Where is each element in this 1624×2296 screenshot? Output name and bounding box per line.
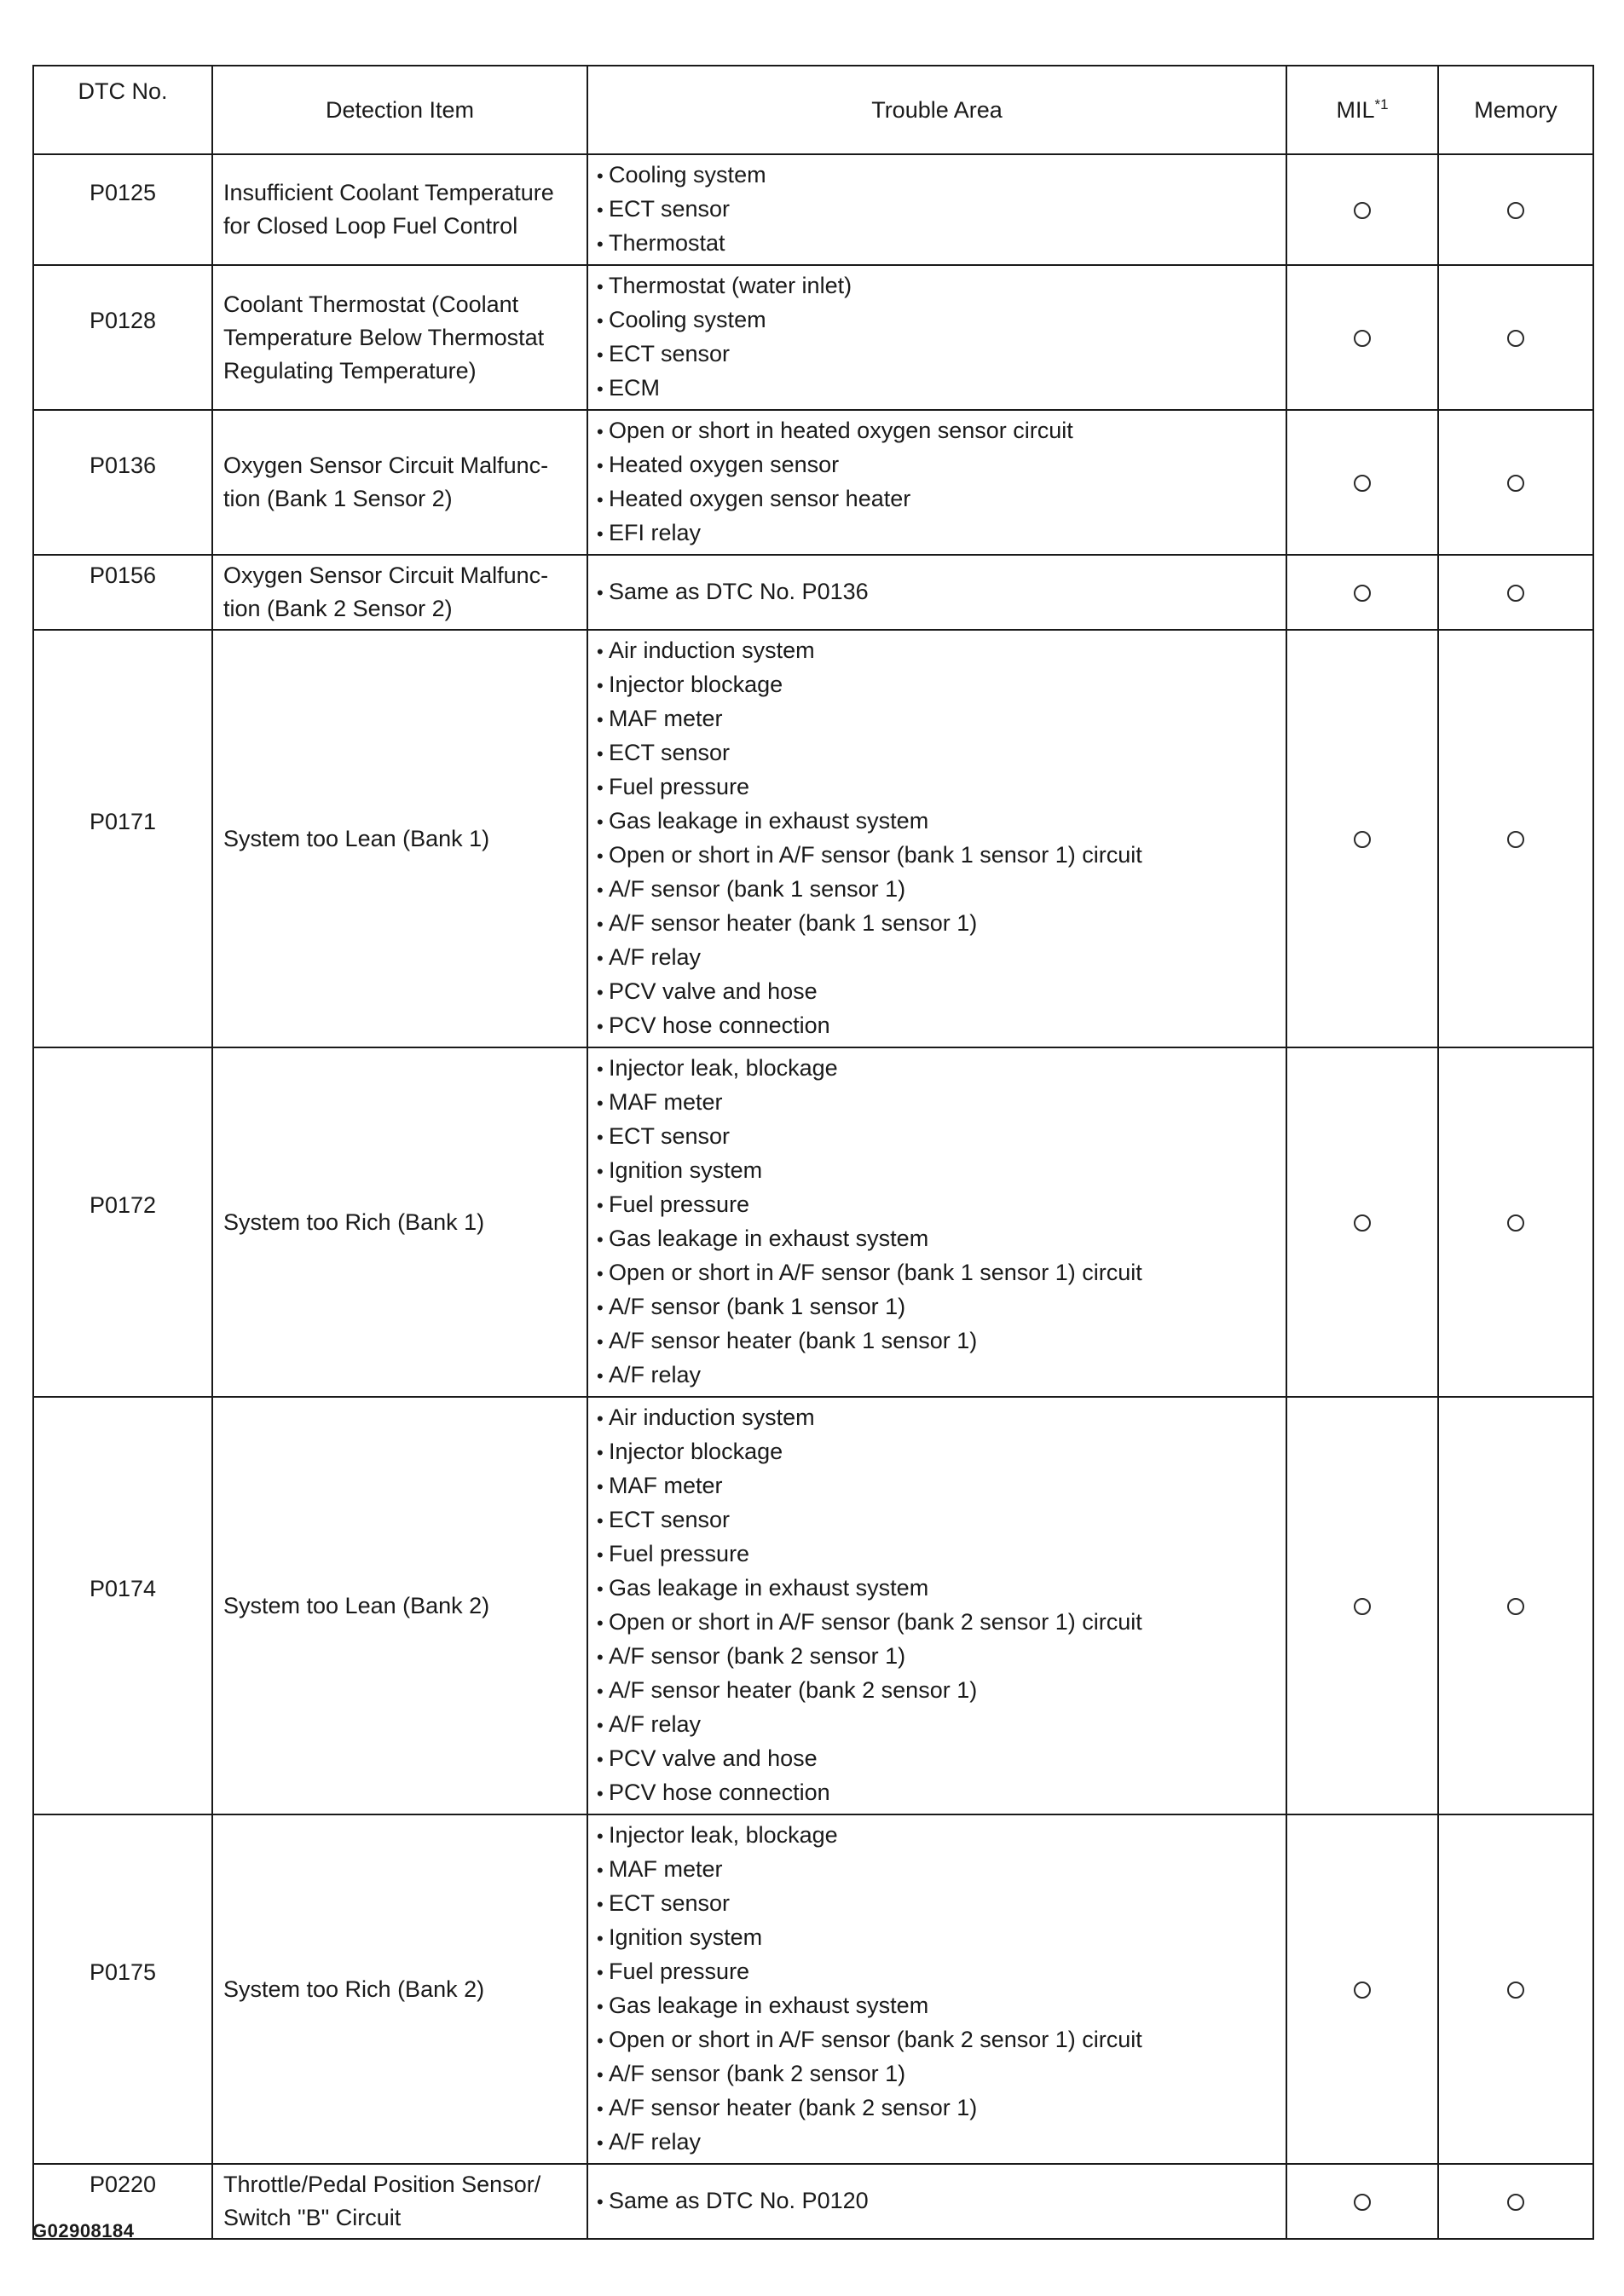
bullet-icon: • <box>597 2191 604 2212</box>
trouble-area-text: MAF meter <box>609 1089 723 1115</box>
memory-circle-icon <box>1507 202 1524 219</box>
bullet-icon: • <box>597 1059 604 1080</box>
bullet-icon: • <box>597 1016 604 1037</box>
bullet-icon: • <box>597 1510 604 1532</box>
bullet-icon: • <box>597 1476 604 1497</box>
trouble-area-text: A/F sensor heater (bank 2 sensor 1) <box>609 2095 978 2120</box>
detection-item-line: tion (Bank 2 Sensor 2) <box>223 596 453 621</box>
mil-cell <box>1286 2164 1438 2239</box>
detection-item-line: Oxygen Sensor Circuit Malfunc- <box>223 453 549 478</box>
mil-cell <box>1286 154 1438 265</box>
bullet-icon: • <box>597 1331 604 1353</box>
list-item <box>597 482 1279 516</box>
bullet-icon: • <box>597 1442 604 1463</box>
trouble-area-text: Open or short in A/F sensor (bank 2 sensor 1) circuit <box>609 1609 1142 1635</box>
bullet-icon: • <box>597 489 604 511</box>
trouble-area-text: A/F sensor (bank 2 sensor 1) <box>609 1643 906 1669</box>
detection-item-line: Oxygen Sensor Circuit Malfunc- <box>223 562 549 588</box>
memory-cell <box>1438 1047 1593 1397</box>
trouble-area-text: ECT sensor <box>609 341 731 366</box>
dtc-code: P0220 <box>33 2164 212 2239</box>
memory-cell <box>1438 630 1593 1047</box>
trouble-area-text: Injector leak, blockage <box>609 1822 838 1848</box>
trouble-area-list <box>597 269 1279 406</box>
table-body <box>33 154 1593 2239</box>
trouble-area-list <box>597 159 1279 261</box>
bullet-icon: • <box>597 1195 604 1216</box>
mil-circle-icon <box>1354 1214 1371 1232</box>
header-detection-item: Detection Item <box>212 66 587 154</box>
table-row <box>33 154 1593 265</box>
detection-item <box>212 1814 587 2164</box>
list-item <box>597 1222 1279 1256</box>
memory-circle-icon <box>1507 1214 1524 1232</box>
memory-cell <box>1438 1814 1593 2164</box>
mil-cell <box>1286 630 1438 1047</box>
bullet-icon: • <box>597 811 604 833</box>
trouble-area-text: Thermostat <box>609 230 725 256</box>
trouble-area-list <box>597 1052 1279 1393</box>
list-item <box>597 1989 1279 2023</box>
memory-cell <box>1438 2164 1593 2239</box>
bullet-icon: • <box>597 523 604 545</box>
trouble-area-list <box>597 414 1279 551</box>
list-item <box>597 839 1279 873</box>
list-item <box>597 2057 1279 2091</box>
list-item <box>597 1469 1279 1503</box>
list-item <box>597 1921 1279 1955</box>
dtc-code: P0136 <box>33 410 212 555</box>
mil-circle-icon <box>1354 1598 1371 1615</box>
bullet-icon: • <box>597 1681 604 1702</box>
bullet-icon: • <box>597 310 604 332</box>
list-item <box>597 1708 1279 1742</box>
trouble-area-text: Fuel pressure <box>609 774 750 799</box>
bullet-icon: • <box>597 914 604 935</box>
trouble-area-text: Open or short in A/F sensor (bank 2 sensor 1) circuit <box>609 2027 1142 2052</box>
trouble-area-text: A/F relay <box>609 1362 702 1387</box>
list-item <box>597 1503 1279 1537</box>
bullet-icon: • <box>597 1408 604 1429</box>
trouble-area-text: MAF meter <box>609 1473 723 1498</box>
list-item <box>597 1853 1279 1887</box>
trouble-area-text: Injector blockage <box>609 672 783 697</box>
trouble-area-text: PCV valve and hose <box>609 978 818 1004</box>
list-item <box>597 975 1279 1009</box>
bullet-icon: • <box>597 1749 604 1770</box>
list-item <box>597 1742 1279 1776</box>
bullet-icon: • <box>597 344 604 366</box>
bullet-icon: • <box>597 199 604 221</box>
trouble-area <box>587 555 1286 630</box>
bullet-icon: • <box>597 709 604 730</box>
header-memory: Memory <box>1438 66 1593 154</box>
header-mil <box>1286 66 1438 154</box>
trouble-area-text: Injector leak, blockage <box>609 1055 838 1081</box>
trouble-area-text: A/F relay <box>609 2129 702 2155</box>
trouble-area-text: A/F sensor heater (bank 2 sensor 1) <box>609 1677 978 1703</box>
bullet-icon: • <box>597 1297 604 1318</box>
trouble-area-text: EFI relay <box>609 520 702 545</box>
bullet-icon: • <box>597 1161 604 1182</box>
trouble-area-text: Ignition system <box>609 1924 763 1950</box>
mil-cell <box>1286 1397 1438 1814</box>
detection-item <box>212 265 587 410</box>
list-item <box>597 1052 1279 1086</box>
trouble-area <box>587 630 1286 1047</box>
trouble-area-list <box>597 634 1279 1043</box>
trouble-area-text: MAF meter <box>609 1856 723 1882</box>
detection-item <box>212 2164 587 2239</box>
dtc-code: P0174 <box>33 1397 212 1814</box>
trouble-area-text: Fuel pressure <box>609 1959 750 1984</box>
bullet-icon: • <box>597 234 604 255</box>
memory-circle-icon <box>1507 2194 1524 2211</box>
list-item <box>597 337 1279 372</box>
list-item <box>597 1401 1279 1435</box>
memory-circle-icon <box>1507 1982 1524 1999</box>
list-item <box>597 269 1279 303</box>
bullet-icon: • <box>597 378 604 400</box>
trouble-area-text: ECT sensor <box>609 1890 731 1916</box>
table-row <box>33 265 1593 410</box>
bullet-icon: • <box>597 1996 604 2017</box>
list-item <box>597 193 1279 227</box>
memory-cell <box>1438 1397 1593 1814</box>
memory-circle-icon <box>1507 330 1524 347</box>
detection-item <box>212 154 587 265</box>
list-item <box>597 2184 1279 2218</box>
trouble-area-text: Cooling system <box>609 307 766 332</box>
trouble-area-text: PCV hose connection <box>609 1012 830 1038</box>
detection-item <box>212 630 587 1047</box>
header-dtc-no: DTC No. <box>33 66 212 154</box>
mil-circle-icon <box>1354 330 1371 347</box>
trouble-area <box>587 265 1286 410</box>
bullet-icon: • <box>597 845 604 867</box>
bullet-icon: • <box>597 1860 604 1881</box>
mil-cell <box>1286 265 1438 410</box>
header-trouble-area: Trouble Area <box>587 66 1286 154</box>
detection-item-line: Temperature Below Thermostat <box>223 324 545 350</box>
bullet-icon: • <box>597 1647 604 1668</box>
list-item <box>597 1674 1279 1708</box>
table-row <box>33 1047 1593 1397</box>
memory-cell <box>1438 410 1593 555</box>
list-item <box>597 1537 1279 1572</box>
mil-circle-icon <box>1354 202 1371 219</box>
bullet-icon: • <box>597 1826 604 1847</box>
trouble-area-list <box>597 2184 1279 2218</box>
table-row <box>33 630 1593 1047</box>
list-item <box>597 448 1279 482</box>
trouble-area-text: Open or short in heated oxygen sensor circuit <box>609 418 1073 443</box>
dtc-code: P0171 <box>33 630 212 1047</box>
trouble-area-text: PCV valve and hose <box>609 1745 818 1771</box>
list-item <box>597 736 1279 770</box>
detection-item-line: Coolant Thermostat (Coolant <box>223 291 519 317</box>
bullet-icon: • <box>597 1928 604 1949</box>
trouble-area-text: PCV hose connection <box>609 1780 830 1805</box>
detection-item <box>212 1397 587 1814</box>
trouble-area-text: ECT sensor <box>609 1507 731 1532</box>
header-mil-footnote: *1 <box>1374 95 1389 112</box>
table-row <box>33 2164 1593 2239</box>
trouble-area-text: ECM <box>609 375 660 401</box>
mil-cell <box>1286 1814 1438 2164</box>
trouble-area-list <box>597 1401 1279 1810</box>
list-item <box>597 907 1279 941</box>
trouble-area-text: Open or short in A/F sensor (bank 1 sensor 1) circuit <box>609 1260 1142 1285</box>
trouble-area <box>587 2164 1286 2239</box>
detection-item-line: Switch "B" Circuit <box>223 2205 402 2230</box>
bullet-icon: • <box>597 2098 604 2120</box>
trouble-area-text: Gas leakage in exhaust system <box>609 1575 929 1601</box>
header-mil-label: MIL <box>1336 96 1375 123</box>
trouble-area-list <box>597 575 1279 609</box>
trouble-area <box>587 1814 1286 2164</box>
detection-item <box>212 555 587 630</box>
bullet-icon: • <box>597 948 604 969</box>
list-item <box>597 1776 1279 1810</box>
list-item <box>597 1572 1279 1606</box>
mil-circle-icon <box>1354 2194 1371 2211</box>
bullet-icon: • <box>597 1894 604 1915</box>
mil-circle-icon <box>1354 475 1371 492</box>
trouble-area-text: A/F sensor heater (bank 1 sensor 1) <box>609 1328 978 1353</box>
list-item <box>597 1009 1279 1043</box>
bullet-icon: • <box>597 1612 604 1634</box>
list-item <box>597 2091 1279 2126</box>
trouble-area-text: Cooling system <box>609 162 766 187</box>
trouble-area-text: A/F sensor (bank 1 sensor 1) <box>609 1294 906 1319</box>
trouble-area-text: Air induction system <box>609 637 815 663</box>
mil-circle-icon <box>1354 831 1371 848</box>
bullet-icon: • <box>597 1715 604 1736</box>
list-item <box>597 1955 1279 1989</box>
bullet-icon: • <box>597 1962 604 1983</box>
list-item <box>597 372 1279 406</box>
bullet-icon: • <box>597 1783 604 1804</box>
list-item <box>597 1887 1279 1921</box>
bullet-icon: • <box>597 880 604 901</box>
memory-cell <box>1438 154 1593 265</box>
detection-item-line: tion (Bank 1 Sensor 2) <box>223 486 453 511</box>
dtc-code: P0128 <box>33 265 212 410</box>
memory-circle-icon <box>1507 475 1524 492</box>
trouble-area-text: A/F sensor (bank 1 sensor 1) <box>609 876 906 902</box>
list-item <box>597 941 1279 975</box>
trouble-area-text: Same as DTC No. P0136 <box>609 579 869 604</box>
list-item <box>597 1359 1279 1393</box>
trouble-area-text: Gas leakage in exhaust system <box>609 808 929 834</box>
trouble-area-text: MAF meter <box>609 706 723 731</box>
bullet-icon: • <box>597 1229 604 1250</box>
list-item <box>597 702 1279 736</box>
bullet-icon: • <box>597 777 604 799</box>
trouble-area-text: Fuel pressure <box>609 1191 750 1217</box>
list-item <box>597 873 1279 907</box>
detection-item-line: System too Rich (Bank 1) <box>223 1209 485 1235</box>
detection-item-line: System too Rich (Bank 2) <box>223 1976 485 2002</box>
trouble-area <box>587 1047 1286 1397</box>
list-item <box>597 668 1279 702</box>
trouble-area-text: ECT sensor <box>609 1123 731 1149</box>
detection-item-line: Regulating Temperature) <box>223 357 477 384</box>
memory-circle-icon <box>1507 1598 1524 1615</box>
bullet-icon: • <box>597 421 604 442</box>
memory-circle-icon <box>1507 585 1524 602</box>
list-item <box>597 1324 1279 1359</box>
table-row <box>33 1814 1593 2164</box>
trouble-area-text: Same as DTC No. P0120 <box>609 2188 869 2213</box>
detection-item-line: for Closed Loop Fuel Control <box>223 213 518 239</box>
trouble-area <box>587 154 1286 265</box>
list-item <box>597 770 1279 805</box>
trouble-area-text: A/F relay <box>609 1711 702 1737</box>
detection-item <box>212 410 587 555</box>
dtc-code: P0156 <box>33 555 212 630</box>
memory-circle-icon <box>1507 831 1524 848</box>
table-row <box>33 555 1593 630</box>
bullet-icon: • <box>597 1093 604 1114</box>
list-item <box>597 2023 1279 2057</box>
list-item <box>597 1086 1279 1120</box>
list-item <box>597 2126 1279 2160</box>
trouble-area <box>587 1397 1286 1814</box>
list-item <box>597 414 1279 448</box>
list-item <box>597 1606 1279 1640</box>
trouble-area-text: Fuel pressure <box>609 1541 750 1566</box>
list-item <box>597 1120 1279 1154</box>
mil-circle-icon <box>1354 1982 1371 1999</box>
trouble-area-text: Air induction system <box>609 1405 815 1430</box>
detection-item-line: System too Lean (Bank 2) <box>223 1592 490 1618</box>
trouble-area-text: Heated oxygen sensor <box>609 452 840 477</box>
list-item <box>597 1819 1279 1853</box>
bullet-icon: • <box>597 743 604 764</box>
trouble-area-text: A/F sensor (bank 2 sensor 1) <box>609 2061 906 2086</box>
bullet-icon: • <box>597 2064 604 2085</box>
bullet-icon: • <box>597 641 604 662</box>
list-item <box>597 1154 1279 1188</box>
bullet-icon: • <box>597 982 604 1003</box>
trouble-area-text: ECT sensor <box>609 196 731 222</box>
list-item <box>597 805 1279 839</box>
list-item <box>597 1640 1279 1674</box>
list-item <box>597 303 1279 337</box>
list-item <box>597 1256 1279 1290</box>
detection-item-line: Throttle/Pedal Position Sensor/ <box>223 2172 541 2197</box>
memory-cell <box>1438 555 1593 630</box>
trouble-area-text: Injector blockage <box>609 1439 783 1464</box>
trouble-area-list <box>597 1819 1279 2160</box>
dtc-code: P0175 <box>33 1814 212 2164</box>
list-item <box>597 227 1279 261</box>
detection-item-line: System too Lean (Bank 1) <box>223 825 490 851</box>
table-header-row <box>33 66 1593 154</box>
bullet-icon: • <box>597 1578 604 1600</box>
bullet-icon: • <box>597 276 604 297</box>
trouble-area-text: A/F sensor heater (bank 1 sensor 1) <box>609 910 978 936</box>
trouble-area-text: Ignition system <box>609 1157 763 1183</box>
detection-item <box>212 1047 587 1397</box>
list-item <box>597 159 1279 193</box>
list-item <box>597 1435 1279 1469</box>
bullet-icon: • <box>597 582 604 603</box>
bullet-icon: • <box>597 2030 604 2051</box>
bullet-icon: • <box>597 1263 604 1284</box>
trouble-area-text: Open or short in A/F sensor (bank 1 sensor 1) circuit <box>609 842 1142 868</box>
bullet-icon: • <box>597 675 604 696</box>
table-row <box>33 410 1593 555</box>
bullet-icon: • <box>597 165 604 187</box>
list-item <box>597 516 1279 551</box>
list-item <box>597 575 1279 609</box>
list-item <box>597 1290 1279 1324</box>
mil-circle-icon <box>1354 585 1371 602</box>
trouble-area <box>587 410 1286 555</box>
trouble-area-text: Gas leakage in exhaust system <box>609 1993 929 2018</box>
bullet-icon: • <box>597 1365 604 1387</box>
memory-cell <box>1438 265 1593 410</box>
list-item <box>597 1188 1279 1222</box>
mil-cell <box>1286 555 1438 630</box>
dtc-code: P0172 <box>33 1047 212 1397</box>
bullet-icon: • <box>597 1544 604 1566</box>
mil-cell <box>1286 410 1438 555</box>
bullet-icon: • <box>597 2132 604 2154</box>
trouble-area-text: Heated oxygen sensor heater <box>609 486 911 511</box>
list-item <box>597 634 1279 668</box>
bullet-icon: • <box>597 455 604 476</box>
bullet-icon: • <box>597 1127 604 1148</box>
figure-id: G02908184 <box>32 2220 135 2241</box>
trouble-area-text: ECT sensor <box>609 740 731 765</box>
trouble-area-text: A/F relay <box>609 944 702 970</box>
mil-cell <box>1286 1047 1438 1397</box>
trouble-area-text: Gas leakage in exhaust system <box>609 1226 929 1251</box>
detection-item-line: Insufficient Coolant Temperature <box>223 180 554 205</box>
dtc-table <box>32 65 1594 2240</box>
dtc-code: P0125 <box>33 154 212 265</box>
table-row <box>33 1397 1593 1814</box>
trouble-area-text: Thermostat (water inlet) <box>609 273 852 298</box>
